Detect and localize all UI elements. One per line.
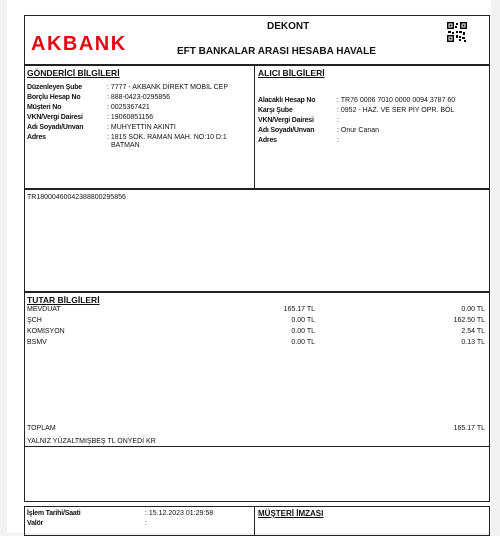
field-label: Borçlu Hesap No xyxy=(27,94,81,101)
amount-row xyxy=(27,317,485,326)
total-value: 165.17 TL xyxy=(453,425,485,432)
amount-row-amount: 0.00 TL xyxy=(291,328,315,335)
sender-field-address-value: : 1815 SOK. RAMAN MAH. NO:10 D:1 xyxy=(107,134,227,141)
notes-box xyxy=(24,446,490,502)
sender-field-name-value: : MUHYETTİN AKINTI xyxy=(107,124,176,131)
receipt-page xyxy=(7,0,491,533)
qr-code-icon xyxy=(447,22,467,42)
field-label: VKN/Vergi Dairesi xyxy=(27,114,83,121)
sender-field-tax-value: : 19060851156 xyxy=(107,114,154,121)
total-in-words: YALNIZ YÜZALTMIŞBEŞ TL ONYEDİ KR xyxy=(27,438,156,445)
amount-row xyxy=(27,339,485,348)
amount-row-other: 2.54 TL xyxy=(461,328,485,335)
sender-field-address-value-2: BATMAN xyxy=(111,142,140,149)
sender-field-customer xyxy=(27,103,61,112)
sender-field-customer-value: : 0025367421 xyxy=(107,104,150,111)
field-label: Adres xyxy=(27,134,46,141)
field-label: Adı Soyadı/Unvan xyxy=(258,127,315,134)
field-label: Adres xyxy=(258,137,277,144)
field-label: Valör xyxy=(27,520,44,527)
receiver-field-tax-value: : xyxy=(337,117,339,124)
amount-row-amount: 0.00 TL xyxy=(291,317,315,324)
field-label: Karşı Şube xyxy=(258,107,293,114)
receiver-field-tax xyxy=(258,116,314,125)
akbank-logo: AKBANK xyxy=(31,33,127,55)
receiver-field-name xyxy=(258,126,314,135)
valor-label xyxy=(27,519,43,528)
receiver-field-branch xyxy=(258,106,293,115)
field-label: İşlem Tarihi/Saati xyxy=(27,510,81,517)
amount-row-name: ŞCH xyxy=(27,317,42,324)
sender-field-branch-value: : 7777 - AKBANK DİREKT MOBİL CEP xyxy=(107,84,228,91)
tx-date-label xyxy=(27,509,80,518)
description-box xyxy=(24,189,490,292)
customer-signature-title: MÜŞTERİ İMZASI xyxy=(258,509,324,518)
receiver-field-branch-value: : 0952 - HAZ. VE SER PİY OPR. BÖL xyxy=(337,107,455,114)
amounts-section-title: TUTAR BİLGİLERİ xyxy=(27,295,100,305)
receiver-field-address xyxy=(258,136,277,145)
sender-field-account-value: : 888-0423-0295856 xyxy=(107,94,171,101)
amount-row-name: BSMV xyxy=(27,339,47,346)
sender-field-branch xyxy=(27,83,82,92)
transaction-title: EFT BANKALAR ARASI HESABA HAVALE xyxy=(177,46,376,57)
amount-row-other: 162.50 TL xyxy=(453,317,485,324)
field-label: Düzenleyen Şube xyxy=(27,84,82,91)
sender-field-account xyxy=(27,93,80,102)
sender-section-title: GÖNDERİCİ BİLGİLERİ xyxy=(27,68,120,78)
amount-row-other: 0.13 TL xyxy=(461,339,485,346)
transaction-description: TR18000460042388800295856 xyxy=(27,194,126,201)
document-type: DEKONT xyxy=(267,21,310,32)
field-label: Müşteri No xyxy=(27,104,62,111)
receiver-section-title: ALICI BİLGİLERİ xyxy=(258,68,325,78)
receiver-field-account xyxy=(258,96,315,105)
field-label: Alacaklı Hesap No xyxy=(258,97,316,104)
receiver-field-address-value: : xyxy=(337,137,339,144)
tx-date-value: : 15.12.2023 01:29:58 xyxy=(145,510,214,517)
field-label: VKN/Vergi Dairesi xyxy=(258,117,314,124)
receiver-field-account-value: : TR76 0006 7010 0000 0094 3787 60 xyxy=(337,97,456,104)
total-row xyxy=(27,425,485,434)
amount-row-name: MEVDUAT xyxy=(27,306,61,313)
sender-field-tax xyxy=(27,113,83,122)
sender-field-address xyxy=(27,133,46,142)
receiver-field-name-value: : Onur Canan xyxy=(337,127,380,134)
amount-row-amount: 165.17 TL xyxy=(283,306,315,313)
amount-row-name: KOMİSYON xyxy=(27,328,65,335)
amount-row xyxy=(27,306,485,315)
field-label: Adı Soyadı/Unvan xyxy=(27,124,84,131)
valor-value: : xyxy=(145,520,147,527)
amount-row-other: 0.00 TL xyxy=(461,306,485,313)
amount-row-amount: 0.00 TL xyxy=(291,339,315,346)
total-label: TOPLAM xyxy=(27,425,56,432)
amount-row xyxy=(27,328,485,337)
sender-field-name xyxy=(27,123,83,132)
amounts-box xyxy=(24,292,490,447)
